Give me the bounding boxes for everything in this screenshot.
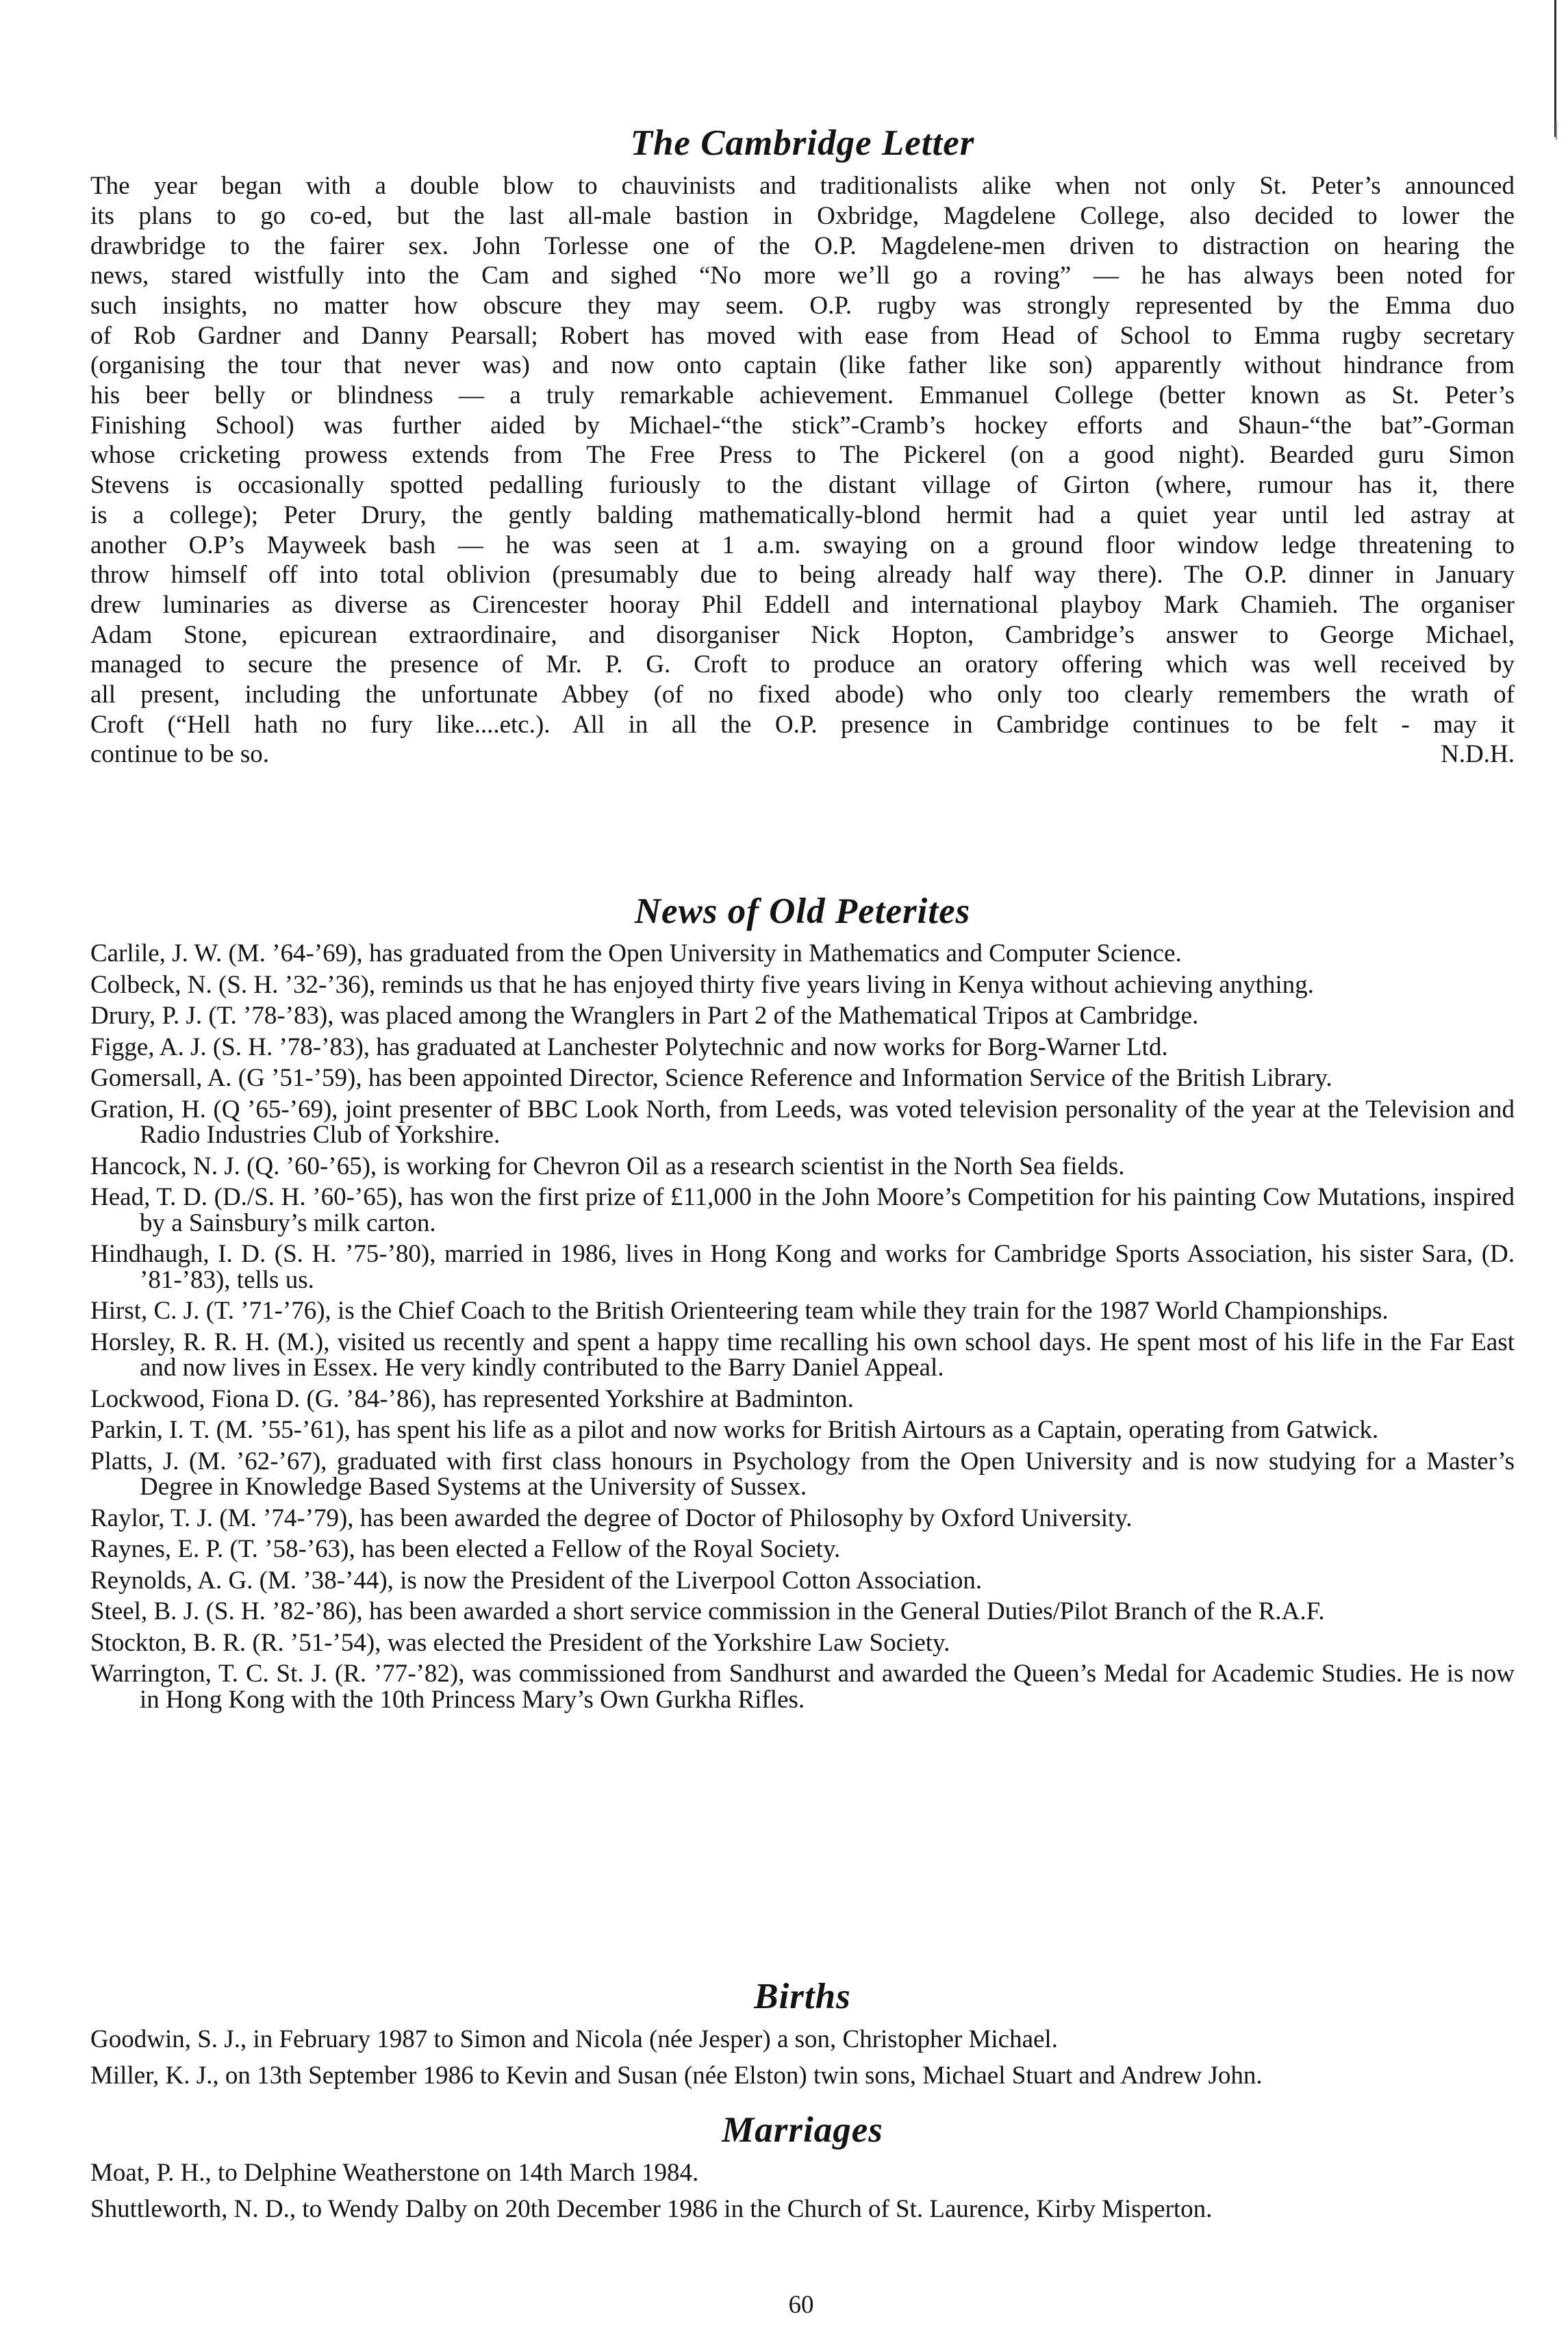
- letter-line: Finishing School) was further aided by Michael-“the stick”-Cramb’s hockey efforts and Shaun-“the bat”-Gorman: [90, 411, 1515, 440]
- letter-line: Croft (“Hell hath no fury like....etc.). All in all the O.P. presence in Cambridge continues to be felt - may it: [90, 711, 1515, 739]
- news-list: [90, 941, 1515, 1718]
- news-entry: Carlile, J. W. (M. ’64-’69), has graduated from the Open University in Mathematics and Computer Science.: [90, 939, 1182, 967]
- news-entry: Raynes, E. P. (T. ’58-’63), has been elected a Fellow of the Royal Society.: [90, 1535, 841, 1563]
- births-title: Births: [754, 1977, 851, 2016]
- news-entry: Reynolds, A. G. (M. ’38-’44), is now the President of the Liverpool Cotton Association.: [90, 1566, 983, 1595]
- news-entry: Gomersall, A. (G ’51-’59), has been appointed Director, Science Reference and Information Service of the British Library.: [90, 1064, 1332, 1092]
- news-entry: Figge, A. J. (S. H. ’78-’83), has graduated at Lanchester Polytechnic and now works for Borg-Warner Ltd.: [90, 1032, 1168, 1061]
- marriages-title: Marriages: [722, 2110, 883, 2150]
- letter-line: (organising the tour that never was) and now onto captain (like father like son) apparently without hindrance from: [90, 351, 1515, 379]
- letter-line: of Rob Gardner and Danny Pearsall; Robert has moved with ease from Head of School to Emma rugby secretary: [90, 322, 1515, 350]
- news-entry: Hindhaugh, I. D. (S. H. ’75-’80), married in 1986, lives in Hong Kong and works for Cambridge Sports Association, his sister Sara, (D. ’81-’83), tells us.: [90, 1240, 1515, 1294]
- page-edge-mark: [1556, 122, 1557, 140]
- news-entry: Hancock, N. J. (Q. ’60-’65), is working for Chevron Oil as a research scientist in the North Sea fields.: [90, 1152, 1125, 1180]
- letter-line: his beer belly or blindness — a truly remarkable achievement. Emmanuel College (better known as St. Peter’s: [90, 381, 1515, 409]
- letter-line: is a college); Peter Drury, the gently balding mathematically-blond hermit had a quiet year until led astray at: [90, 501, 1515, 529]
- letter-line: whose cricketing prowess extends from The Free Press to The Pickerel (on a good night). Bearded guru Simon: [90, 441, 1515, 469]
- letter-line: such insights, no matter how obscure they may seem. O.P. rugby was strongly represented by the Emma duo: [90, 292, 1515, 320]
- page-number: 60: [788, 2291, 814, 2319]
- birth-entry: Goodwin, S. J., in February 1987 to Simon and Nicola (née Jesper) a son, Christopher Michael.: [90, 2025, 1058, 2053]
- news-entry: Lockwood, Fiona D. (G. ’84-’86), has represented Yorkshire at Badminton.: [90, 1384, 854, 1413]
- letter-line: its plans to go co-ed, but the last all-male bastion in Oxbridge, Magdelene College, also decided to lower the: [90, 202, 1515, 230]
- marriages-list: [90, 2159, 1515, 2231]
- letter-signature: N.D.H.: [1441, 740, 1515, 768]
- page-edge-line: [1554, 0, 1556, 137]
- news-entry: Hirst, C. J. (T. ’71-’76), is the Chief Coach to the British Orienteering team while they train for the 1987 World Championships.: [90, 1297, 1389, 1325]
- news-entry: Parkin, I. T. (M. ’55-’61), has spent his life as a pilot and now works for British Airtours as a Captain, operating from Gatwick.: [90, 1416, 1379, 1444]
- cambridge-letter-title: The Cambridge Letter: [630, 123, 975, 163]
- news-entry: Gration, H. (Q ’65-’69), joint presenter of BBC Look North, from Leeds, was voted television personality of the year at the Television and Radio Industries Club of Yorkshire.: [90, 1095, 1515, 1149]
- letter-line: drawbridge to the fairer sex. John Torlesse one of the O.P. Magdelene-men driven to distraction on hearing the: [90, 232, 1515, 260]
- news-entry: Warrington, T. C. St. J. (R. ’77-’82), was commissioned from Sandhurst and awarded the Queen’s Medal for Academic Studies. He is now in Hong Kong with the 10th Princess Mary’s Own Gurkha Rifles.: [90, 1660, 1515, 1714]
- letter-line: Stevens is occasionally spotted pedalling furiously to the distant village of Girton (where, rumour has it, there: [90, 471, 1515, 499]
- letter-line: The year began with a double blow to chauvinists and traditionalists alike when not only St. Peter’s announced: [90, 172, 1515, 200]
- news-entry: Platts, J. (M. ’62-’67), graduated with first class honours in Psychology from the Open University and is now studying for a Master’s Degree in Knowledge Based Systems at the University of Sussex.: [90, 1447, 1515, 1501]
- letter-last-line: continue to be so.: [90, 740, 270, 768]
- news-entry: Horsley, R. R. H. (M.), visited us recently and spent a happy time recalling his own school days. He spent most of his life in the Far East and now lives in Essex. He very kindly contributed to the Barry Daniel Appeal.: [90, 1328, 1515, 1382]
- letter-line: another O.P’s Mayweek bash — he was seen at 1 a.m. swaying on a ground floor window ledge threatening to: [90, 531, 1515, 559]
- letter-line: throw himself off into total oblivion (presumably due to being already half way there). The O.P. dinner in January: [90, 561, 1515, 589]
- birth-entry: Miller, K. J., on 13th September 1986 to Kevin and Susan (née Elston) twin sons, Michael Stuart and Andrew John.: [90, 2062, 1263, 2090]
- news-title: News of Old Peterites: [634, 891, 971, 931]
- marriage-entry: Moat, P. H., to Delphine Weatherstone on 14th March 1984.: [90, 2159, 699, 2187]
- news-entry: Raylor, T. J. (M. ’74-’79), has been awarded the degree of Doctor of Philosophy by Oxford University.: [90, 1504, 1133, 1532]
- letter-line: all present, including the unfortunate Abbey (of no fixed abode) who only too clearly remembers the wrath of: [90, 681, 1515, 709]
- news-entry: Head, T. D. (D./S. H. ’60-’65), has won the first prize of £11,000 in the John Moore’s Competition for his painting Cow Mutations, inspired by a Sainsbury’s milk carton.: [90, 1183, 1515, 1237]
- letter-line: news, stared wistfully into the Cam and sighed “No more we’ll go a roving” — he has always been noted for: [90, 262, 1515, 290]
- news-entry: Stockton, B. R. (R. ’51-’54), was elected the President of the Yorkshire Law Society.: [90, 1628, 950, 1657]
- letter-closing-line: [90, 739, 1515, 770]
- marriage-entry: Shuttleworth, N. D., to Wendy Dalby on 20th December 1986 in the Church of St. Laurence, Kirby Misperton.: [90, 2195, 1213, 2223]
- news-entry: Steel, B. J. (S. H. ’82-’86), has been awarded a short service commission in the General Duties/Pilot Branch of the R.A.F.: [90, 1597, 1325, 1625]
- news-entry: Colbeck, N. (S. H. ’32-’36), reminds us that he has enjoyed thirty five years living in Kenya without achieving anything.: [90, 970, 1314, 999]
- letter-line: drew luminaries as diverse as Cirencester hooray Phil Eddell and international playboy Mark Chamieh. The organiser: [90, 591, 1515, 619]
- news-entry: Drury, P. J. (T. ’78-’83), was placed among the Wranglers in Part 2 of the Mathematical Tripos at Cambridge.: [90, 1002, 1199, 1030]
- letter-line: managed to secure the presence of Mr. P. G. Croft to produce an oratory offering which was well received by: [90, 650, 1515, 679]
- births-list: [90, 2025, 1515, 2098]
- letter-line: Adam Stone, epicurean extraordinaire, and disorganiser Nick Hopton, Cambridge’s answer to George Michael,: [90, 621, 1515, 649]
